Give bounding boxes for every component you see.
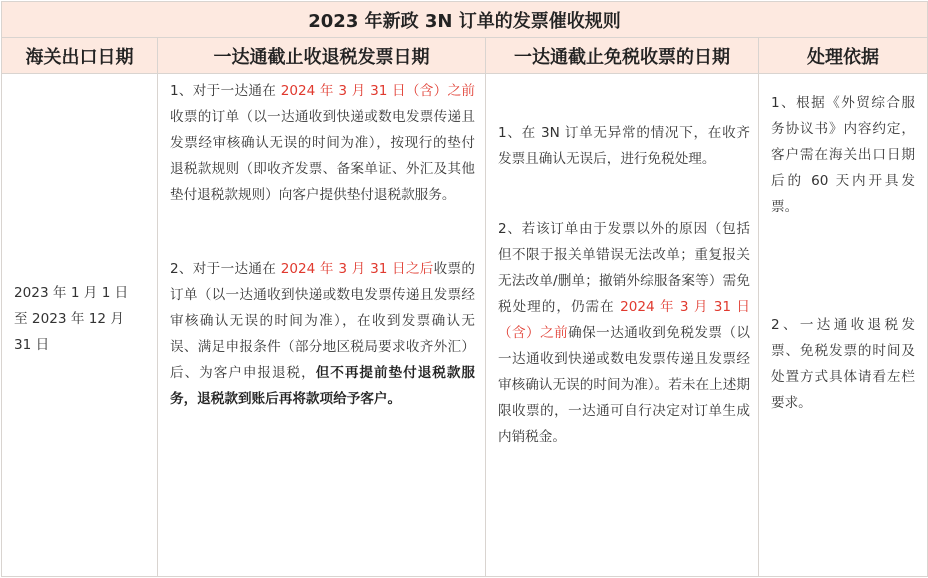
table-title: 2023 年新政 3N 订单的发票催收规则: [2, 2, 928, 38]
refund-rule-1: 1、对于一达通在 2024 年 3 月 31 日（含）之前收票的订单（以一达通收到快递或数电发票传递且发票经审核确认无误的时间为准），按现行的垫付退税款规则（即收齐发票、备案单证、外汇及其他垫付退税款规则）向客户提供垫付退税款服务。: [170, 83, 475, 203]
basis-2: 2、一达通收退税发票、免税发票的时间及处置方式具体请看左栏要求。: [771, 317, 915, 411]
date-line-1: 2023 年 1 月 1 日: [14, 285, 129, 301]
deadline-highlight: 2024 年 3 月 31 日（含）之前: [498, 299, 750, 341]
exempt-rule-2: 2、若该订单由于发票以外的原因（包括但不限于报关单错误无法改单；重复报关无法改单/删单；撤销外综服备案等）需免税处理的，仍需在 2024 年 3 月 31 日（含）之前确保一达通收到免税发票（以一达通收到快递或数电发票传递且发票经审核确认无误的时间为准）。若未在上述期限收票的，一达通可自行决定对订单生成内销税金。: [498, 221, 751, 445]
header-basis: 处理依据: [759, 38, 928, 74]
cell-refund-rules: [158, 74, 486, 577]
basis-1: 1、根据《外贸综合服务协议书》内容约定，客户需在海关出口日期后的 60 天内开具发票。: [771, 95, 915, 215]
bold-notice: 但不再提前垫付退税款服务，退税款到账后再将款项给予客户。: [170, 365, 475, 407]
cell-basis: [759, 74, 928, 577]
cell-exempt-rules: [486, 74, 759, 577]
cell-export-date: [2, 74, 158, 577]
refund-rule-2: 2、对于一达通在 2024 年 3 月 31 日之后收票的订单（以一达通收到快递或数电发票传递且发票经审核确认无误的时间为准），在收到发票确认无误、满足申报条件（部分地区税局要求收齐外汇）后、为客户申报退税，但不再提前垫付退税款服务，退税款到账后再将款项给予客户。: [170, 261, 475, 407]
deadline-highlight: 2024 年 3 月 31 日之后: [280, 261, 434, 277]
deadline-highlight: 2024 年 3 月 31 日（含）之前: [280, 83, 475, 99]
date-line-3: 31 日: [14, 337, 50, 353]
invoice-rules-table: [1, 1, 928, 577]
exempt-rule-1: 1、在 3N 订单无异常的情况下，在收齐发票且确认无误后，进行免税处理。: [498, 125, 750, 167]
header-exempt-invoice-deadline: 一达通截止免税收票的日期: [486, 38, 759, 74]
date-line-2: 至 2023 年 12 月: [14, 311, 124, 327]
header-refund-invoice-deadline: 一达通截止收退税发票日期: [158, 38, 486, 74]
header-export-date: 海关出口日期: [2, 38, 158, 74]
